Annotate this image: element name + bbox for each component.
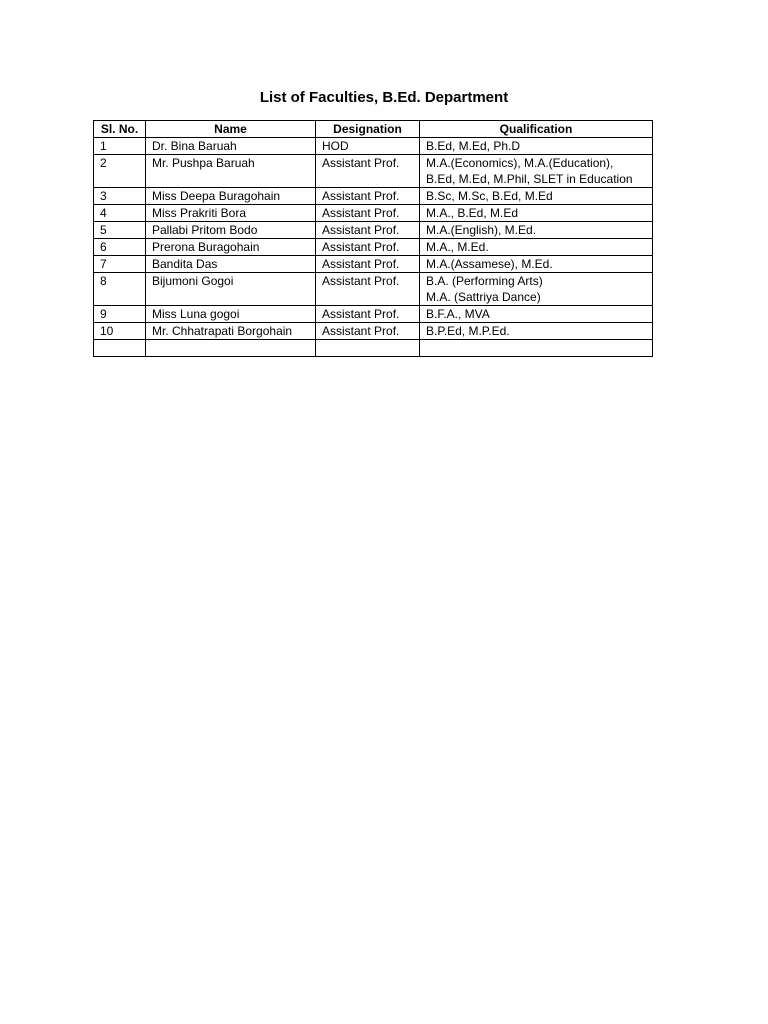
qualification-line: M.A.(Assamese), M.Ed. bbox=[426, 257, 553, 271]
faculty-table bbox=[93, 120, 653, 357]
cell-qualification bbox=[420, 188, 653, 205]
table-row bbox=[94, 155, 653, 188]
cell-designation: Assistant Prof. bbox=[316, 306, 420, 323]
qualification-line: B.P.Ed, M.P.Ed. bbox=[426, 324, 510, 338]
cell-qualification bbox=[420, 256, 653, 273]
cell-name: Bandita Das bbox=[146, 256, 316, 273]
qualification-line: B.Ed, M.Ed, M.Phil, SLET in Education bbox=[426, 172, 633, 186]
qualification-line: M.A., B.Ed, M.Ed bbox=[426, 206, 519, 220]
qualification-line: B.Ed, M.Ed, Ph.D bbox=[426, 139, 521, 153]
cell-designation: Assistant Prof. bbox=[316, 155, 420, 188]
table-row bbox=[94, 273, 653, 306]
header-name: Name bbox=[146, 121, 316, 138]
cell-qualification bbox=[420, 205, 653, 222]
table-body bbox=[94, 138, 653, 357]
table-row bbox=[94, 323, 653, 340]
cell-designation: HOD bbox=[316, 138, 420, 155]
cell-qualification bbox=[420, 306, 653, 323]
table-header-row bbox=[94, 121, 653, 138]
cell-designation: Assistant Prof. bbox=[316, 256, 420, 273]
cell-name: Miss Deepa Buragohain bbox=[146, 188, 316, 205]
header-qualification: Qualification bbox=[420, 121, 653, 138]
cell-designation: Assistant Prof. bbox=[316, 323, 420, 340]
empty-cell bbox=[146, 340, 316, 357]
cell-name: Mr. Pushpa Baruah bbox=[146, 155, 316, 188]
qualification-line: B.Sc, M.Sc, B.Ed, M.Ed bbox=[426, 189, 553, 203]
cell-designation: Assistant Prof. bbox=[316, 222, 420, 239]
table-row bbox=[94, 205, 653, 222]
cell-sl-no: 4 bbox=[94, 205, 146, 222]
cell-sl-no: 1 bbox=[94, 138, 146, 155]
cell-sl-no: 7 bbox=[94, 256, 146, 273]
cell-name: Mr. Chhatrapati Borgohain bbox=[146, 323, 316, 340]
cell-qualification bbox=[420, 273, 653, 306]
table-row bbox=[94, 188, 653, 205]
cell-qualification bbox=[420, 239, 653, 256]
cell-name: Dr. Bina Baruah bbox=[146, 138, 316, 155]
cell-qualification bbox=[420, 222, 653, 239]
cell-name: Miss Luna gogoi bbox=[146, 306, 316, 323]
cell-name: Miss Prakriti Bora bbox=[146, 205, 316, 222]
table-row bbox=[94, 138, 653, 155]
cell-designation: Assistant Prof. bbox=[316, 205, 420, 222]
cell-qualification bbox=[420, 155, 653, 188]
header-designation: Designation bbox=[316, 121, 420, 138]
page-title: List of Faculties, B.Ed. Department bbox=[259, 89, 509, 106]
qualification-line: M.A.(Economics), M.A.(Education), bbox=[426, 156, 614, 170]
empty-cell bbox=[94, 340, 146, 357]
qualification-line: M.A., M.Ed. bbox=[426, 240, 489, 254]
cell-sl-no: 8 bbox=[94, 273, 146, 306]
empty-cell bbox=[420, 340, 653, 357]
cell-name: Bijumoni Gogoi bbox=[146, 273, 316, 306]
table-row bbox=[94, 222, 653, 239]
cell-sl-no: 9 bbox=[94, 306, 146, 323]
cell-qualification bbox=[420, 138, 653, 155]
cell-designation: Assistant Prof. bbox=[316, 273, 420, 306]
header-sl-no: Sl. No. bbox=[94, 121, 146, 138]
cell-qualification bbox=[420, 323, 653, 340]
cell-sl-no: 5 bbox=[94, 222, 146, 239]
cell-sl-no: 6 bbox=[94, 239, 146, 256]
cell-sl-no: 3 bbox=[94, 188, 146, 205]
cell-name: Pallabi Pritom Bodo bbox=[146, 222, 316, 239]
cell-name: Prerona Buragohain bbox=[146, 239, 316, 256]
table-row bbox=[94, 239, 653, 256]
table-row bbox=[94, 256, 653, 273]
table-row bbox=[94, 306, 653, 323]
qualification-line: M.A. (Sattriya Dance) bbox=[426, 290, 541, 304]
qualification-line: B.F.A., MVA bbox=[426, 307, 490, 321]
cell-sl-no: 10 bbox=[94, 323, 146, 340]
empty-table-row bbox=[94, 340, 653, 357]
cell-sl-no: 2 bbox=[94, 155, 146, 188]
empty-cell bbox=[316, 340, 420, 357]
qualification-line: M.A.(English), M.Ed. bbox=[426, 223, 537, 237]
cell-designation: Assistant Prof. bbox=[316, 239, 420, 256]
cell-designation: Assistant Prof. bbox=[316, 188, 420, 205]
qualification-line: B.A. (Performing Arts) bbox=[426, 274, 543, 288]
